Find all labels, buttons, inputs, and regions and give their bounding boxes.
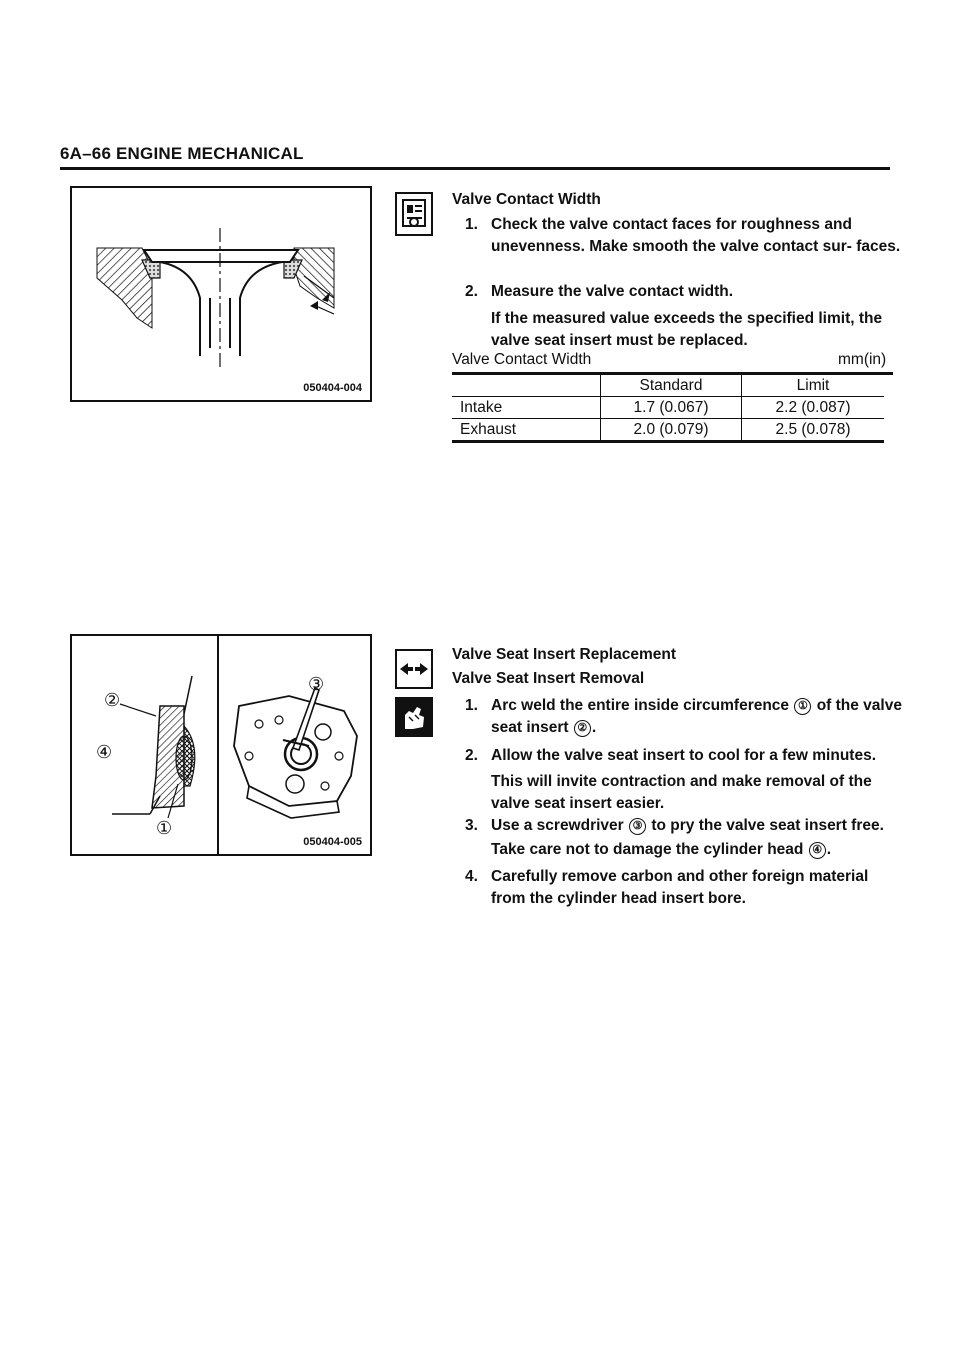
figure-valve-contact — [70, 186, 372, 402]
table-cell: Intake — [452, 397, 601, 419]
step-number: 2. — [465, 283, 478, 300]
insert-weld-illustration — [72, 636, 217, 854]
step-text — [491, 695, 905, 739]
subheading-valve-seat-insert-removal: Valve Seat Insert Removal — [452, 670, 645, 687]
page-header-title: 6A–66 ENGINE MECHANICAL — [60, 144, 304, 163]
inspection-manual-icon — [395, 192, 433, 236]
table-header-row — [452, 375, 884, 397]
step-number: 4. — [465, 868, 478, 885]
callout-ref-3: ③ — [629, 818, 646, 835]
step-2-note: If the measured value exceeds the specified limit, the valve seat insert must be replaced. — [491, 310, 883, 349]
step-text-part: Use a screwdriver — [491, 817, 624, 834]
valve-contact-width-table — [452, 375, 884, 443]
step-text-part: . — [591, 719, 597, 736]
cylinder-head-screwdriver-illustration — [219, 636, 369, 854]
table-caption: Valve Contact Width — [452, 351, 592, 368]
step-text-part: of the valve seat insert — [491, 697, 902, 736]
header-rule — [60, 167, 890, 170]
table-row — [452, 397, 884, 419]
step-1 — [465, 214, 905, 280]
callout-4: ④ — [96, 742, 113, 762]
removal-step-2-note: This will invite contraction and make removal of the valve seat insert easier. — [491, 773, 872, 812]
step-number: 3. — [465, 817, 478, 834]
step-text: Check the valve contact faces for roughness and unevenness. Make smooth the valve contact sur- faces. — [491, 216, 901, 255]
removal-step-1 — [465, 695, 905, 739]
step-text-part: to pry the valve seat insert free. — [651, 817, 884, 834]
step-text — [491, 815, 905, 837]
valve-seat-cross-section-illustration — [72, 188, 370, 400]
table-cell: Exhaust — [452, 419, 601, 442]
table-header-cell — [452, 375, 601, 397]
step-number: 1. — [465, 697, 478, 714]
table-header-cell: Limit — [742, 375, 885, 397]
figure-code: 050404-004 — [303, 382, 362, 394]
callout-3: ③ — [308, 674, 325, 694]
removal-step-4 — [465, 866, 905, 910]
step-2 — [465, 281, 905, 303]
callout-ref-2: ② — [574, 720, 591, 737]
section-heading-valve-seat-insert-replacement: Valve Seat Insert Replacement — [452, 646, 677, 663]
step-text: Allow the valve seat insert to cool for a few minutes. — [491, 747, 877, 764]
table-cell: 2.2 (0.087) — [742, 397, 885, 419]
table-row — [452, 419, 884, 442]
callout-ref-1: ① — [794, 698, 811, 715]
table-cell: 2.5 (0.078) — [742, 419, 885, 442]
callout-ref-4: ④ — [809, 842, 826, 859]
figure-code: 050404-005 — [303, 836, 362, 848]
table-unit: mm(in) — [838, 351, 887, 368]
callout-2: ② — [104, 690, 121, 710]
table-cell: 1.7 (0.067) — [601, 397, 742, 419]
removal-step-3 — [465, 815, 905, 837]
step-text-part: Arc weld the entire inside circumference — [491, 697, 790, 714]
table-cell: 2.0 (0.079) — [601, 419, 742, 442]
hand-removal-icon — [395, 697, 433, 737]
note-text-part: . — [826, 841, 832, 858]
replace-arrows-icon — [395, 649, 433, 689]
removal-step-3-note — [491, 839, 903, 861]
step-number: 2. — [465, 747, 478, 764]
step-number: 1. — [465, 216, 478, 233]
table-header-cell: Standard — [601, 375, 742, 397]
step-text: Carefully remove carbon and other foreign material from the cylinder head insert bore. — [491, 868, 869, 907]
section-heading-valve-contact-width: Valve Contact Width — [452, 191, 601, 208]
figure-valve-seat-removal — [70, 634, 372, 856]
note-text-part: Take care not to damage the cylinder head — [491, 841, 804, 858]
callout-1: ① — [156, 818, 173, 838]
step-text: Measure the valve contact width. — [491, 283, 734, 300]
removal-step-2 — [465, 745, 905, 767]
